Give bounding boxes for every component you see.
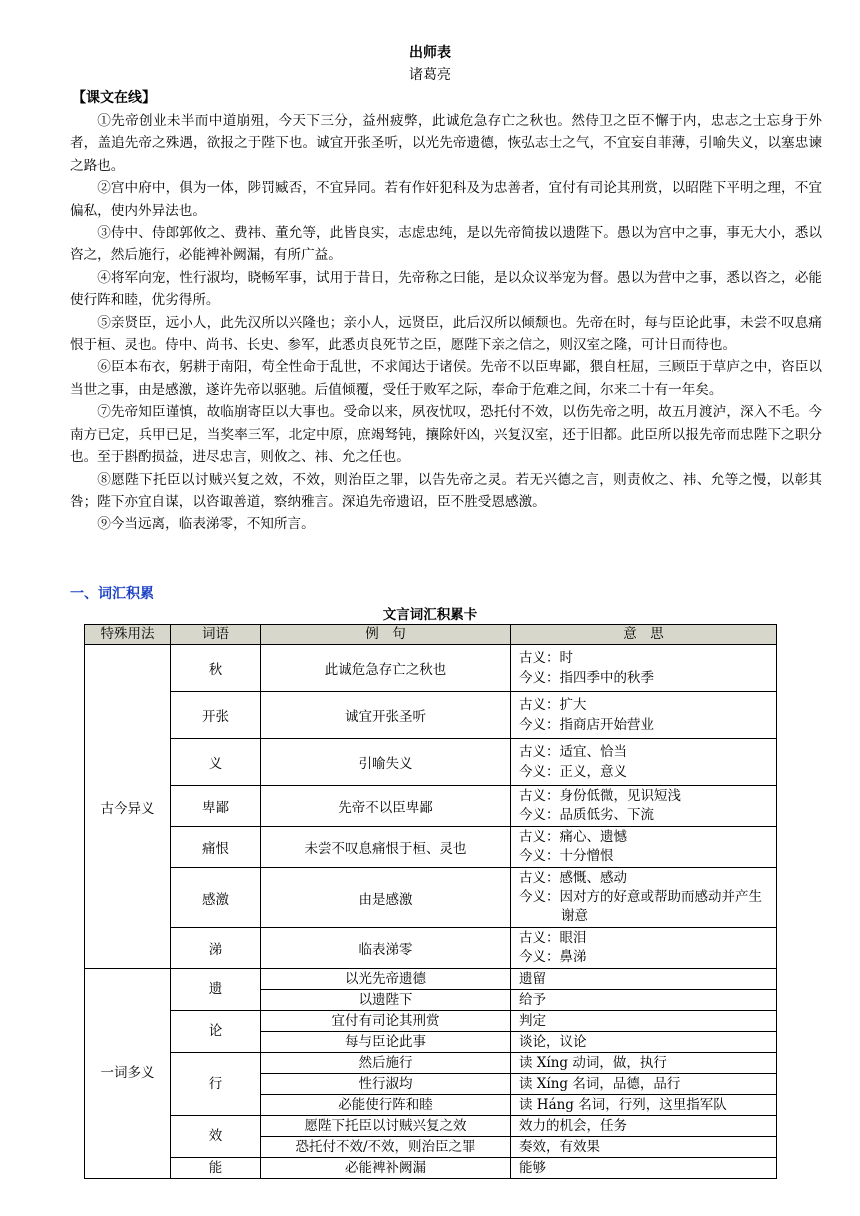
example-cell: 此诚危急存亡之秋也 bbox=[261, 645, 511, 692]
paragraph: ①先帝创业未半而中道崩殂，今天下三分，益州疲弊，此诚危急存亡之秋也。然侍卫之臣不懈于内，忠志之士忘身于外者，盖追先帝之殊遇，欲报之于陛下也。诚宜开张圣听，以光先帝遗德，恢弘志士之气，不宜妄自菲薄，引喻失义，以塞忠谏之路也。 bbox=[70, 113, 822, 174]
example-cell: 先帝不以臣卑鄙 bbox=[261, 786, 511, 827]
example-cell: 必能裨补阙漏 bbox=[261, 1158, 511, 1179]
example-cell: 临表涕零 bbox=[261, 928, 511, 969]
column-header: 例 句 bbox=[261, 625, 511, 645]
meaning-cell: 遗留 bbox=[511, 969, 777, 990]
meaning-cell: 能够 bbox=[511, 1158, 777, 1179]
meaning-cell bbox=[511, 827, 777, 868]
meaning-cell: 谈论，议论 bbox=[511, 1032, 777, 1053]
ancient-meaning: 古义：眼泪 bbox=[519, 930, 587, 946]
table-header-row bbox=[85, 625, 777, 645]
category-cell: 古今异义 bbox=[85, 645, 171, 969]
word-cell: 痛恨 bbox=[171, 827, 261, 868]
table-row bbox=[85, 827, 777, 868]
ancient-meaning: 古义：扩大 bbox=[519, 697, 587, 713]
meaning-cell bbox=[511, 786, 777, 827]
table-row bbox=[85, 928, 777, 969]
example-cell: 未尝不叹息痛恨于桓、灵也 bbox=[261, 827, 511, 868]
meaning-cell: 奏效，有效果 bbox=[511, 1137, 777, 1158]
meaning-cell bbox=[511, 868, 777, 928]
column-header: 特殊用法 bbox=[85, 625, 171, 645]
example-cell: 然后施行 bbox=[261, 1053, 511, 1074]
table-row bbox=[85, 1158, 777, 1179]
paragraph: ⑦先帝知臣谨慎，故临崩寄臣以大事也。受命以来，夙夜忧叹，恐托付不效，以伤先帝之明，故五月渡泸，深入不毛。今南方已定，兵甲已足，当奖率三军，北定中原，庶竭驽钝，攘除奸凶，兴复汉室，还于旧都。此臣所以报先帝而忠陛下之职分也。至于斟酌损益，进尽忠言，则攸之、祎、允之任也。 bbox=[70, 404, 822, 466]
column-header: 意 思 bbox=[511, 625, 777, 645]
table-row bbox=[85, 692, 777, 739]
ancient-meaning: 古义：适宜、恰当 bbox=[519, 744, 627, 760]
word-cell: 秋 bbox=[171, 645, 261, 692]
example-cell: 性行淑均 bbox=[261, 1074, 511, 1095]
word-cell: 义 bbox=[171, 739, 261, 786]
meaning-cell: 读 Háng 名词，行列，这里指军队 bbox=[511, 1095, 777, 1116]
meaning-cell: 给予 bbox=[511, 990, 777, 1011]
word-cell: 感激 bbox=[171, 868, 261, 928]
table-row bbox=[85, 868, 777, 928]
example-cell: 引喻失义 bbox=[261, 739, 511, 786]
paragraph: ②宫中府中，俱为一体，陟罚臧否，不宜异同。若有作奸犯科及为忠善者，宜付有司论其刑赏，以昭陛下平明之理，不宜偏私，使内外异法也。 bbox=[70, 180, 822, 219]
modern-meaning: 今义：指四季中的秋季 bbox=[519, 670, 654, 686]
document-title: 出师表 bbox=[409, 45, 451, 61]
word-cell: 效 bbox=[171, 1116, 261, 1158]
author-name: 诸葛亮 bbox=[409, 67, 451, 83]
word-cell: 能 bbox=[171, 1158, 261, 1179]
paragraph: ⑨今当远离，临表涕零，不知所言。 bbox=[97, 516, 315, 533]
example-cell: 恐托付不效/不效，则治臣之罪 bbox=[261, 1137, 511, 1158]
meaning-cell: 效力的机会，任务 bbox=[511, 1116, 777, 1137]
column-header: 词语 bbox=[171, 625, 261, 645]
paragraph: ④将军向宠，性行淑均，晓畅军事，试用于昔日，先帝称之曰能，是以众议举宠为督。愚以为营中之事，悉以咨之，必能使行阵和睦，优劣得所。 bbox=[70, 269, 822, 309]
table-row bbox=[85, 645, 777, 692]
word-cell: 行 bbox=[171, 1053, 261, 1116]
ancient-meaning: 古义：身份低微，见识短浅 bbox=[519, 788, 681, 804]
section-heading: 一、词汇积累 bbox=[70, 586, 154, 602]
table-row bbox=[85, 786, 777, 827]
table-row bbox=[85, 969, 777, 990]
meaning-cell: 判定 bbox=[511, 1011, 777, 1032]
section-tag: 【课文在线】 bbox=[72, 90, 156, 106]
text-body bbox=[70, 110, 822, 536]
word-cell: 卑鄙 bbox=[171, 786, 261, 827]
modern-meaning: 今义：因对方的好意或帮助而感动并产生谢意 bbox=[519, 889, 762, 924]
example-cell: 宜付有司论其刑赏 bbox=[261, 1011, 511, 1032]
table-row bbox=[85, 1011, 777, 1032]
meaning-cell: 读 Xíng 动词，做，执行 bbox=[511, 1053, 777, 1074]
table-title: 文言词汇积累卡 bbox=[382, 607, 478, 623]
example-cell: 由是感激 bbox=[261, 868, 511, 928]
paragraph: ⑤亲贤臣，远小人，此先汉所以兴隆也；亲小人，远贤臣，此后汉所以倾颓也。先帝在时，每与臣论此事，未尝不叹息痛恨于桓、灵也。侍中、尚书、长史、参军，此悉贞良死节之臣，愿陛下亲之信之，则汉室之隆，可计日而待也。 bbox=[70, 314, 822, 354]
ancient-meaning: 古义：痛心、遗憾 bbox=[519, 829, 627, 845]
paragraph: ⑥臣本布衣，躬耕于南阳，苟全性命于乱世，不求闻达于诸侯。先帝不以臣卑鄙，猥自枉屈，三顾臣于草庐之中，咨臣以当世之事，由是感激，遂许先帝以驱驰。后值倾覆，受任于败军之际，奉命于危难之间，尔来二十有一年矣。 bbox=[70, 359, 822, 398]
word-cell: 涕 bbox=[171, 928, 261, 969]
modern-meaning: 今义：十分憎恨 bbox=[519, 848, 614, 864]
modern-meaning: 今义：品质低劣、下流 bbox=[519, 807, 654, 823]
example-cell: 以遗陛下 bbox=[261, 990, 511, 1011]
table-row bbox=[85, 1053, 777, 1074]
meaning-cell: 读 Xíng 名词，品德，品行 bbox=[511, 1074, 777, 1095]
modern-meaning: 今义：正义，意义 bbox=[519, 764, 627, 780]
paragraph: ③侍中、侍郎郭攸之、费祎、董允等，此皆良实，志虑忠纯，是以先帝简拔以遗陛下。愚以为宫中之事，事无大小，悉以咨之，然后施行，必能裨补阙漏，有所广益。 bbox=[70, 225, 822, 264]
modern-meaning: 今义：鼻涕 bbox=[519, 949, 587, 965]
word-cell: 开张 bbox=[171, 692, 261, 739]
example-cell: 诚宜开张圣听 bbox=[261, 692, 511, 739]
word-cell: 遗 bbox=[171, 969, 261, 1011]
example-cell: 必能使行阵和睦 bbox=[261, 1095, 511, 1116]
table-row bbox=[85, 739, 777, 786]
example-cell: 每与臣论此事 bbox=[261, 1032, 511, 1053]
category-cell: 一词多义 bbox=[85, 969, 171, 1179]
vocabulary-table bbox=[84, 624, 777, 1179]
meaning-cell bbox=[511, 739, 777, 786]
meaning-cell bbox=[511, 645, 777, 692]
modern-meaning: 今义：指商店开始营业 bbox=[519, 717, 654, 733]
meaning-cell bbox=[511, 928, 777, 969]
example-cell: 以光先帝遗德 bbox=[261, 969, 511, 990]
word-cell: 论 bbox=[171, 1011, 261, 1053]
ancient-meaning: 古义：时 bbox=[519, 650, 573, 666]
table-row bbox=[85, 1116, 777, 1137]
example-cell: 愿陛下托臣以讨贼兴复之效 bbox=[261, 1116, 511, 1137]
ancient-meaning: 古义：感慨、感动 bbox=[519, 870, 627, 886]
paragraph: ⑧愿陛下托臣以讨贼兴复之效，不效，则治臣之罪，以告先帝之灵。若无兴德之言，则责攸之、祎、允等之慢，以彰其咎；陛下亦宜自谋，以咨诹善道，察纳雅言。深追先帝遗诏，臣不胜受恩感激。 bbox=[70, 471, 822, 510]
meaning-cell bbox=[511, 692, 777, 739]
